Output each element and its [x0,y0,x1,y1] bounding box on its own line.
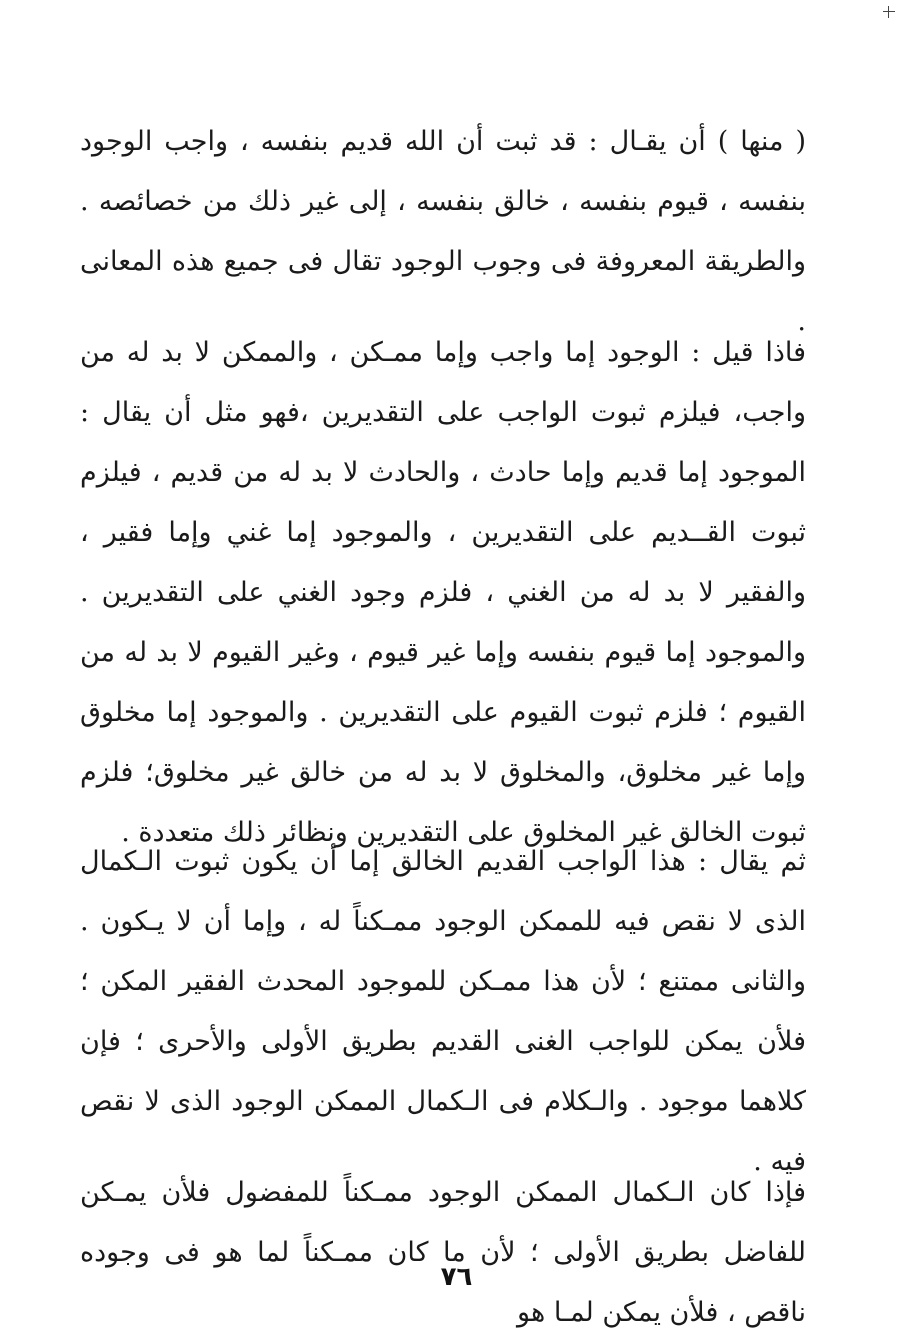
page-body [80,112,806,1328]
paragraph-2: فاذا قيل : الوجود إما واجب وإما ممـكن ، والممكن لا بد له من واجب، فيلزم ثبوت الواجب على التقديرين ،فهو مثل أن يقال : الموجود إما قديم وإما حادث ، والحادث لا بد له من قديم ، فيلزم ثبوت القــديم على التقديرين ، والموجود إما غني وإما فقير ، والفقير لا بد له من الغني ، فلزم وجود الغني على التقديرين . والموجود إما قيوم بنفسه وإما غير قيوم ، وغير القيوم لا بد له من القيوم ؛ فلزم ثبوت القيوم على التقديرين . والموجود إما مخلوق وإما غير مخلوق، والمخلوق لا بد له من خالق غير مخلوق؛ فلزم ثبوت الخالق غير المخلوق على التقديرين ونظائر ذلك متعددة . [80,337,806,848]
crop-mark [883,6,895,18]
page-number: ٧٦ [440,1262,473,1292]
paragraph-3: ثم يقال : هذا الواجب القديم الخالق إما أن يكون ثبوت الـكمال الذى لا نقص فيه للممكن الوجود ممـكناً له ، وإما أن لا يـكون . والثانى ممتنع ؛ لأن هذا ممـكن للموجود المحدث الفقير المكن ؛ فلأن يمكن للواجب الغنى القديم بطريق الأولى والأحرى ؛ فإن كلاهما موجود . والـكلام فى الـكمال الممكن الوجود الذى لا نقص فيه . [80,846,806,1177]
paragraph-1: ( منها ) أن يقـال : قد ثبت أن الله قديم بنفسه ، واجب الوجود بنفسه ، قيوم بنفسه ، خالق بنفسه ، إلى غير ذلك من خصائصه . والطريقة المعروفة فى وجوب الوجود تقال فى جميع هذه المعانى . [80,126,806,337]
paragraph-4: فإذا كان الـكمال الممكن الوجود ممـكناً للمفضول فلأن يمـكن للفاضل بطريق الأولى ؛ لأن ما كان ممـكناً لما هو فى وجوده ناقص ، فلأن يمكن لمـا هو [80,1177,806,1328]
